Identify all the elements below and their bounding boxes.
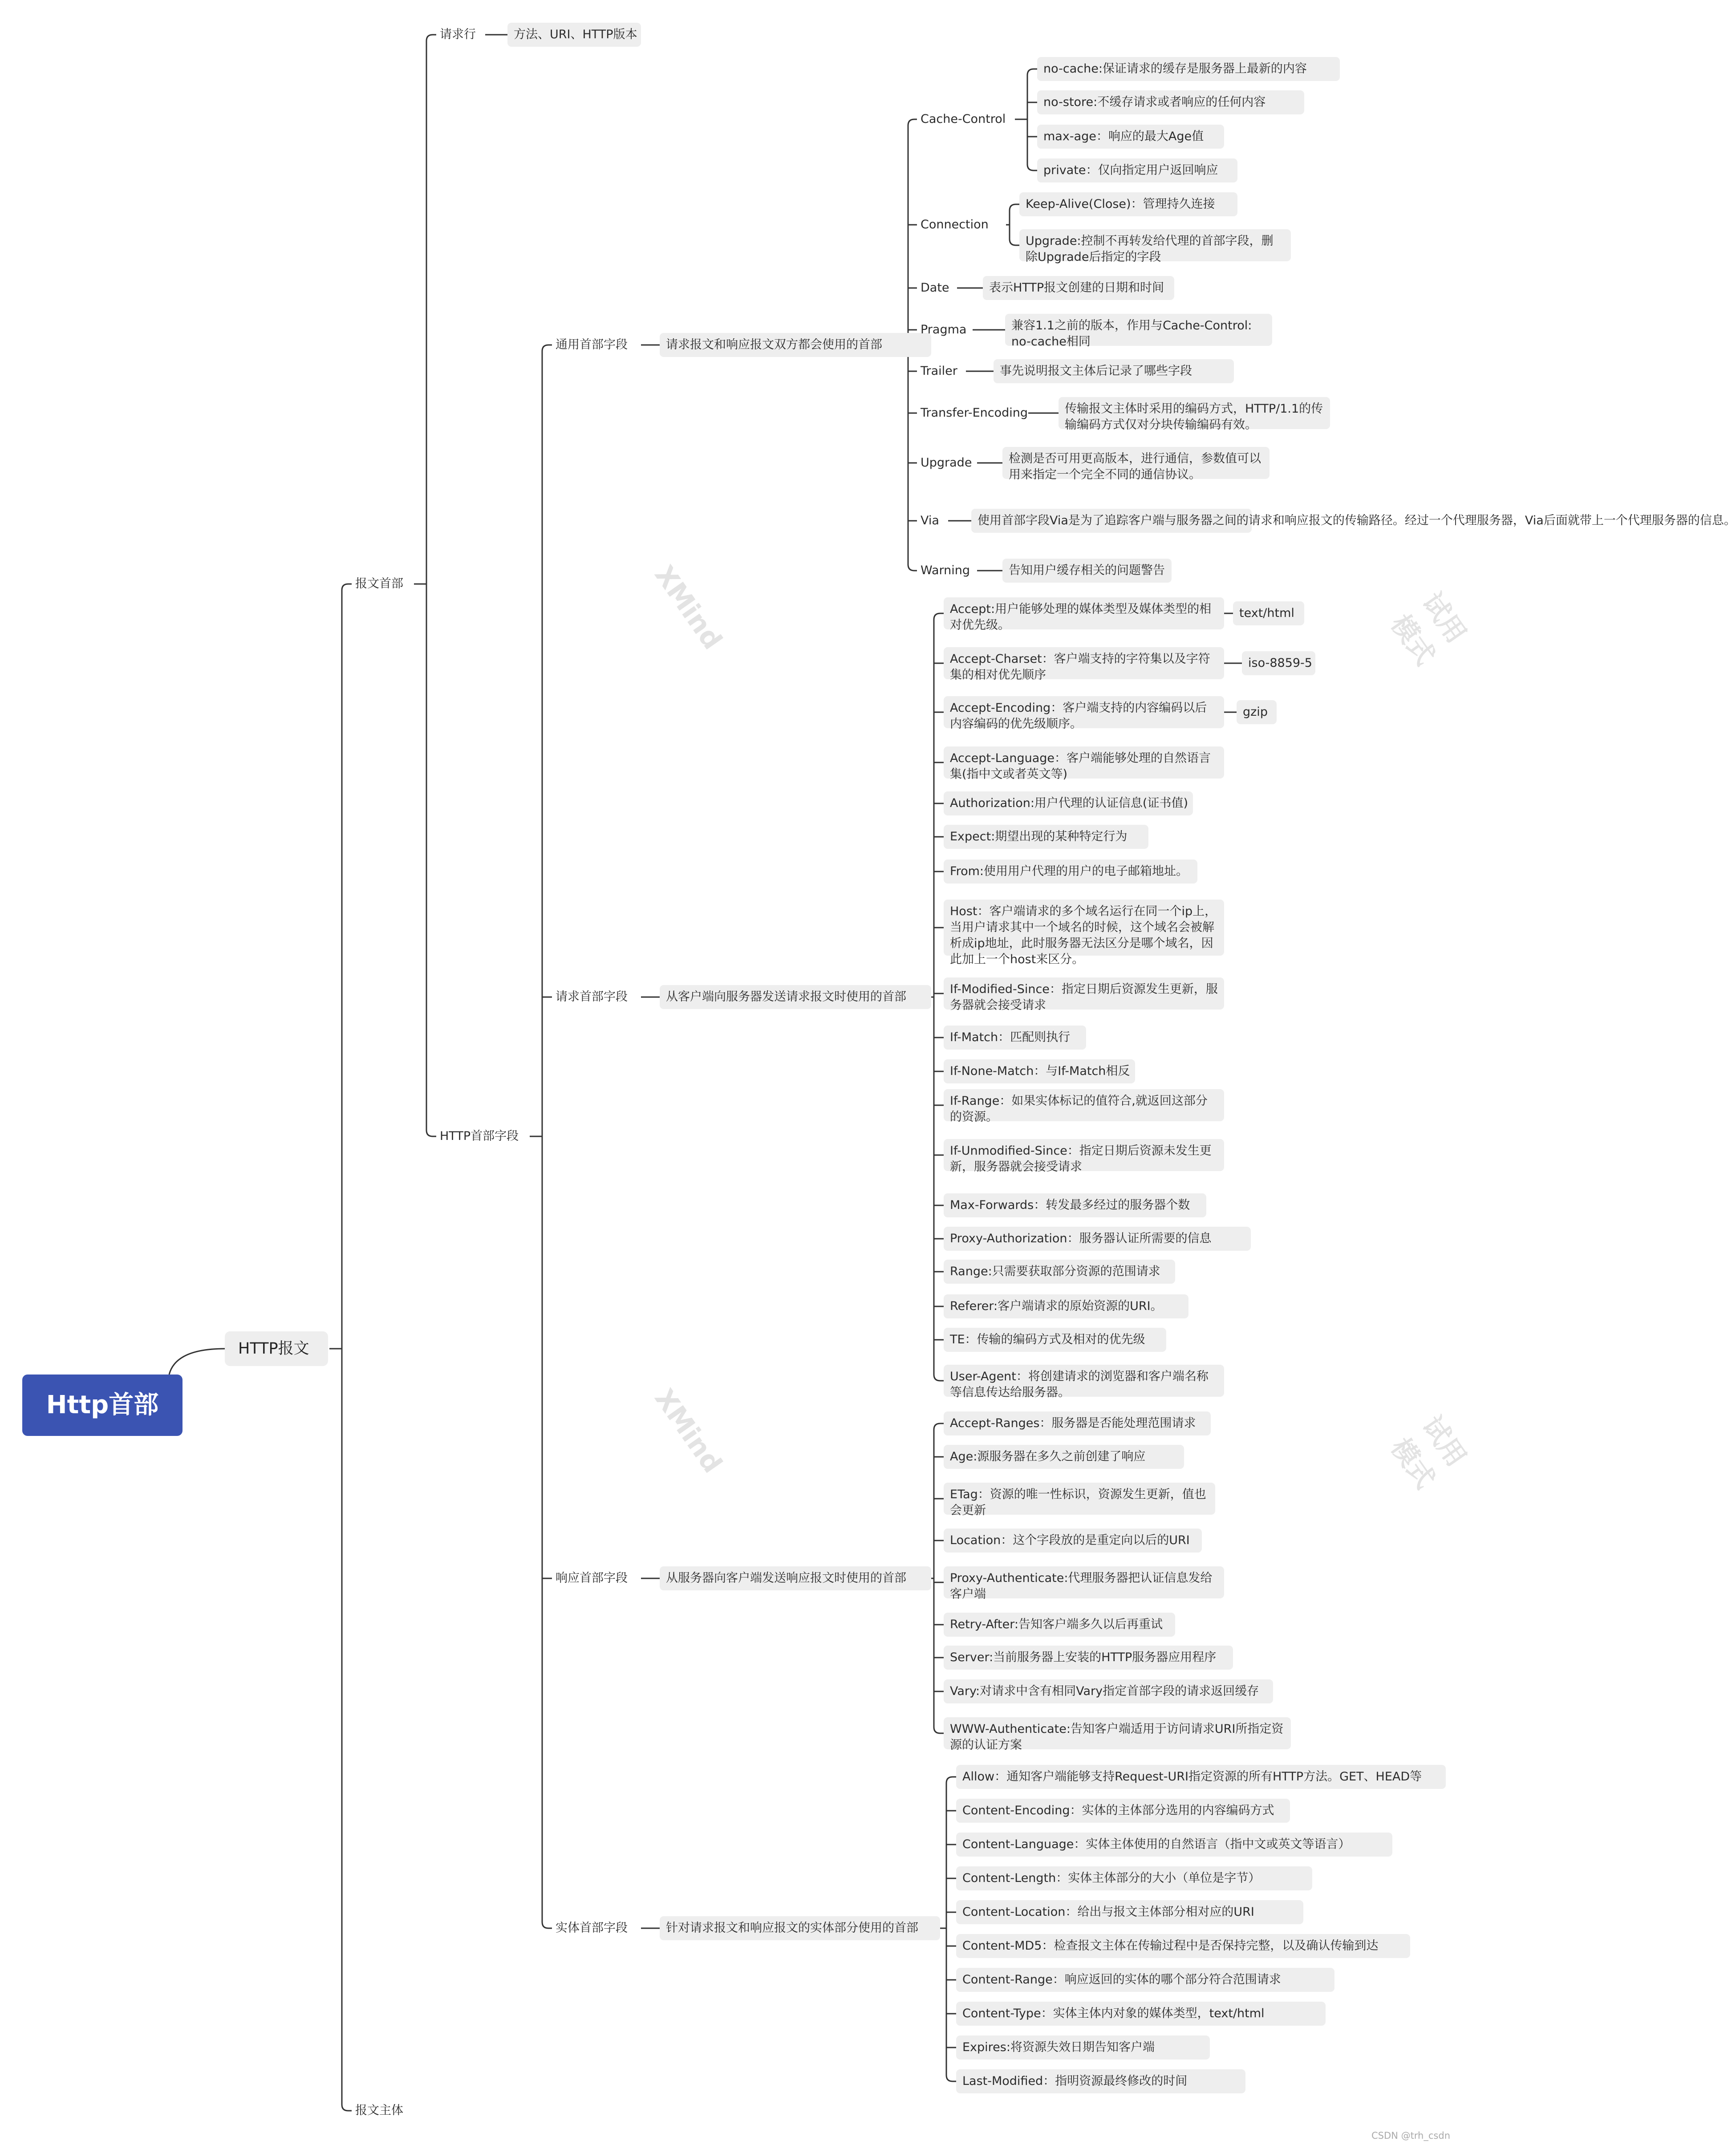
node-general-group-desc[interactable]: 请求报文和响应报文双方都会使用的首部	[660, 333, 931, 357]
node-entity-2[interactable]: Content-Language：实体主体使用的自然语言（指中文或英文等语言）	[956, 1833, 1392, 1857]
node-response-4[interactable]: Proxy-Authenticate:代理服务器把认证信息发给客户端	[944, 1566, 1224, 1598]
node-general-1[interactable]: Connection	[921, 218, 989, 231]
node-general-1-child-0[interactable]: Keep-Alive(Close)：管理持久连接	[1019, 192, 1237, 216]
node-general-0-child-0[interactable]: no-cache:保证请求的缓存是服务器上最新的内容	[1037, 57, 1340, 81]
connector-curve	[342, 2104, 352, 2111]
node-request-1[interactable]: Accept-Charset：客户端支持的字符集以及字符集的相对优先顺序	[944, 647, 1224, 679]
connector-curve	[1027, 164, 1037, 170]
node-general-6-child-0[interactable]: 检测是否可用更高版本，进行通信，参数值可以用来指定一个完全不同的通信协议。	[1002, 447, 1270, 479]
connector-curve	[169, 1349, 225, 1375]
node-entity-4[interactable]: Content-Location：给出与报文主体部分相对应的URI	[956, 1900, 1303, 1924]
node-response-group-desc[interactable]: 从服务器向客户端发送响应报文时使用的首部	[660, 1566, 931, 1590]
node-request-3[interactable]: Accept-Language：客户端能够处理的自然语言集(指中文或者英文等)	[944, 746, 1224, 779]
node-general-group[interactable]: 通用首部字段	[556, 338, 628, 352]
node-general-7[interactable]: Via	[921, 514, 939, 527]
node-general-0-child-3[interactable]: private：仅向指定用户返回响应	[1037, 158, 1237, 182]
node-response-6[interactable]: Server:当前服务器上安装的HTTP服务器应用程序	[944, 1646, 1233, 1670]
node-entity-group[interactable]: 实体首部字段	[556, 1921, 628, 1935]
node-entity-6[interactable]: Content-Range：响应返回的实体的哪个部分符合范围请求	[956, 1968, 1334, 1992]
node-request-14[interactable]: Proxy-Authorization：服务器认证所需要的信息	[944, 1227, 1251, 1251]
connector-curve	[1010, 204, 1019, 211]
node-general-3-child-0[interactable]: 兼容1.1之前的版本，作用与Cache-Control: no-cache相同	[1005, 314, 1272, 346]
node-general-8-child-0[interactable]: 告知用户缓存相关的问题警告	[1002, 559, 1172, 583]
connector-curve	[934, 1423, 944, 1430]
node-request-line-desc[interactable]: 方法、URI、HTTP版本	[507, 23, 641, 47]
node-request-12[interactable]: If-Unmodified-Since：指定日期后资源未发生更新，服务器就会接受请求	[944, 1139, 1224, 1171]
node-general-4-child-0[interactable]: 事先说明报文主体后记录了哪些字段	[994, 359, 1234, 383]
node-message-head[interactable]: 报文首部	[355, 577, 403, 591]
node-response-5[interactable]: Retry-After:告知客户端多久以后再重试	[944, 1613, 1175, 1637]
watermark: XMind	[648, 560, 728, 655]
node-response-2[interactable]: ETag：资源的唯一性标识，资源发生更新，值也会更新	[944, 1483, 1215, 1515]
watermark: 试用模式	[1384, 1411, 1472, 1495]
node-request-11[interactable]: If-Range：如果实体标记的值符合,就返回这部分的资源。	[944, 1089, 1224, 1121]
node-general-3[interactable]: Pragma	[921, 323, 967, 337]
node-request-2-child[interactable]: gzip	[1237, 700, 1277, 724]
node-request-group[interactable]: 请求首部字段	[556, 990, 628, 1004]
node-entity-1[interactable]: Content-Encoding：实体的主体部分选用的内容编码方式	[956, 1799, 1290, 1823]
node-request-16[interactable]: Referer:客户端请求的原始资源的URI。	[944, 1294, 1188, 1318]
connector-curve	[1027, 69, 1037, 75]
node-entity-9[interactable]: Last-Modified：指明资源最终修改的时间	[956, 2069, 1245, 2093]
watermark: 试用模式	[1384, 587, 1472, 671]
node-response-8[interactable]: WWW-Authenticate:告知客户端适用于访问请求URI所指定资源的认证方案	[944, 1717, 1291, 1749]
connector-curve	[342, 584, 352, 590]
node-general-0[interactable]: Cache-Control	[921, 112, 1006, 126]
node-general-1-child-1[interactable]: Upgrade:控制不再转发给代理的首部字段，删除Upgrade后指定的字段	[1019, 229, 1291, 261]
node-request-4[interactable]: Authorization:用户代理的认证信息(证书值)	[944, 791, 1193, 815]
node-request-6[interactable]: From:使用用户代理的用户的电子邮箱地址。	[944, 860, 1197, 884]
node-entity-0[interactable]: Allow：通知客户端能够支持Request-URI指定资源的所有HTTP方法。GET、HEAD等	[956, 1765, 1446, 1789]
node-entity-5[interactable]: Content-MD5：检查报文主体在传输过程中是否保持完整，以及确认传输到达	[956, 1934, 1410, 1958]
node-entity-7[interactable]: Content-Type：实体主体内对象的媒体类型，text/html	[956, 2002, 1326, 2026]
node-request-1-child[interactable]: iso-8859-5	[1242, 651, 1315, 675]
node-entity-group-desc[interactable]: 针对请求报文和响应报文的实体部分使用的首部	[660, 1916, 940, 1940]
node-request-0-child[interactable]: text/html	[1233, 601, 1304, 625]
connector-curve	[542, 1922, 552, 1928]
node-general-6[interactable]: Upgrade	[921, 456, 972, 470]
connector-curve	[946, 1777, 956, 1783]
connector-curve	[1010, 239, 1019, 245]
node-response-1[interactable]: Age:源服务器在多久之前创建了响应	[944, 1445, 1184, 1469]
connector-curve	[542, 345, 552, 351]
node-entity-8[interactable]: Expires:将资源失效日期告知客户端	[956, 2035, 1210, 2060]
node-request-15[interactable]: Range:只需要获取部分资源的范围请求	[944, 1260, 1175, 1284]
node-request-0[interactable]: Accept:用户能够处理的媒体类型及媒体类型的相对优先级。	[944, 597, 1224, 629]
node-request-9[interactable]: If-Match：匹配则执行	[944, 1026, 1086, 1050]
node-message-body[interactable]: 报文主体	[355, 2104, 403, 2117]
node-general-4[interactable]: Trailer	[921, 364, 957, 378]
node-general-5-child-0[interactable]: 传输报文主体时采用的编码方式，HTTP/1.1的传输编码方式仅对分块传输编码有效。	[1059, 397, 1330, 429]
node-general-5[interactable]: Transfer-Encoding	[921, 406, 1028, 420]
node-response-0[interactable]: Accept-Ranges：服务器是否能处理范围请求	[944, 1411, 1211, 1435]
node-general-2[interactable]: Date	[921, 281, 949, 295]
connector-curve	[934, 1375, 944, 1381]
node-response-7[interactable]: Vary:对请求中含有相同Vary指定首部字段的请求返回缓存	[944, 1679, 1273, 1703]
node-response-3[interactable]: Location：这个字段放的是重定向以后的URI	[944, 1529, 1202, 1553]
node-entity-3[interactable]: Content-Length：实体主体部分的大小（单位是字节）	[956, 1866, 1312, 1890]
connector-curve	[426, 1130, 436, 1136]
node-general-2-child-0[interactable]: 表示HTTP报文创建的日期和时间	[983, 276, 1174, 300]
node-general-0-child-1[interactable]: no-store:不缓存请求或者响应的任何内容	[1037, 90, 1304, 114]
watermark: XMind	[648, 1383, 728, 1479]
node-header-fields[interactable]: HTTP首部字段	[440, 1129, 519, 1143]
node-general-0-child-2[interactable]: max-age：响应的最大Age值	[1037, 125, 1224, 149]
node-request-line[interactable]: 请求行	[440, 28, 476, 41]
root-node[interactable]: Http首部	[22, 1375, 183, 1436]
connector-curve	[908, 119, 917, 126]
node-request-17[interactable]: TE：传输的编码方式及相对的优先级	[944, 1328, 1166, 1352]
footer-credit: CSDN @trh_csdn	[1371, 2130, 1450, 2141]
node-http-message[interactable]: HTTP报文	[225, 1331, 328, 1366]
node-request-18[interactable]: User-Agent：将创建请求的浏览器和客户端名称等信息传达给服务器。	[944, 1365, 1224, 1397]
node-request-group-desc[interactable]: 从客户端向服务器发送请求报文时使用的首部	[660, 985, 931, 1009]
node-request-10[interactable]: If-None-Match：与If-Match相反	[944, 1059, 1135, 1083]
node-request-8[interactable]: If-Modified-Since：指定日期后资源发生更新，服务器就会接受请求	[944, 977, 1224, 1010]
node-general-7-child-0[interactable]: 使用首部字段Via是为了追踪客户端与服务器之间的请求和响应报文的传输路径。经过一个代理服务器，Via后面就带上一个代理服务器的信息。	[971, 509, 1252, 533]
node-request-7[interactable]: Host：客户端请求的多个域名运行在同一个ip上，当用户请求其中一个域名的时候，这个域名会被解析成ip地址，此时服务器无法区分是哪个域名，因此加上一个host来区分。	[944, 900, 1224, 956]
node-general-8[interactable]: Warning	[921, 564, 970, 577]
node-request-13[interactable]: Max-Forwards：转发最多经过的服务器个数	[944, 1193, 1206, 1217]
connector-curve	[908, 564, 917, 571]
node-response-group[interactable]: 响应首部字段	[556, 1571, 628, 1585]
connector-curve	[934, 1727, 944, 1733]
node-request-5[interactable]: Expect:期望出现的某种特定行为	[944, 825, 1148, 849]
connector-curve	[934, 613, 944, 620]
connector-curve	[426, 35, 436, 41]
node-request-2[interactable]: Accept-Encoding：客户端支持的内容编码以后内容编码的优先级顺序。	[944, 696, 1224, 728]
connector-curve	[946, 2075, 956, 2081]
